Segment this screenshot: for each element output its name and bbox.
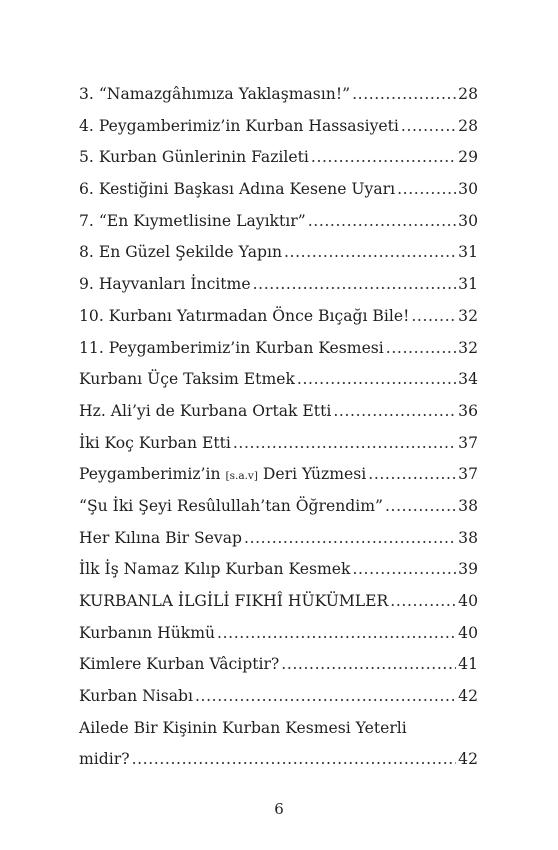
- toc-title: [79, 459, 366, 493]
- toc-title: Kimlere Kurban Vâciptir?: [79, 655, 280, 674]
- toc-page: 37: [458, 433, 478, 452]
- toc-page: 36: [458, 401, 478, 420]
- toc-title: 5. Kurban Günlerinin Fazileti: [79, 148, 309, 167]
- dot-leader: [297, 364, 456, 396]
- toc-entry: [79, 459, 478, 491]
- toc-title: Kurbanı Üçe Taksim Etmek: [79, 370, 295, 389]
- toc-title: “Şu İki Şeyi Resûlullah’tan Öğrendim”: [79, 496, 383, 515]
- toc-entry: [79, 396, 478, 428]
- dot-leader: [233, 428, 456, 460]
- toc-entry: [79, 428, 478, 460]
- toc-entry: [79, 744, 478, 776]
- dot-leader: [390, 586, 456, 618]
- toc-page: 31: [458, 275, 478, 294]
- dot-leader: [132, 744, 457, 776]
- toc-page: 30: [458, 180, 478, 199]
- toc-entry: [79, 206, 478, 238]
- toc-entry: [79, 681, 478, 713]
- table-of-contents: [79, 79, 478, 776]
- toc-title: 9. Hayvanları İncitme: [79, 275, 251, 294]
- toc-title: midir?: [79, 750, 130, 769]
- toc-page: 40: [458, 592, 478, 610]
- toc-entry: [79, 111, 478, 143]
- toc-title-part: Deri Yüzmesi: [262, 465, 367, 484]
- toc-title: 3. “Namazgâhımıza Yaklaşmasın!”: [79, 85, 351, 103]
- toc-page: 38: [458, 528, 478, 547]
- toc-title: Kurban Nisabı: [79, 687, 193, 706]
- toc-entry: [79, 586, 478, 618]
- dot-leader: [352, 79, 456, 111]
- toc-page: 42: [458, 750, 478, 769]
- dot-leader: [352, 554, 456, 586]
- toc-page: 28: [458, 116, 478, 135]
- toc-title: 10. Kurbanı Yatırmadan Önce Bıçağı Bile!: [79, 306, 410, 325]
- toc-title: 11. Peygamberimiz’in Kurban Kesmesi: [79, 338, 384, 357]
- dot-leader: [308, 206, 456, 238]
- toc-title: Ailede Bir Kişinin Kurban Kesmesi Yeterli: [79, 718, 407, 737]
- toc-page: 30: [458, 211, 478, 230]
- dot-leader: [253, 269, 457, 301]
- toc-entry: [79, 333, 478, 365]
- toc-title: Her Kılına Bir Sevap: [79, 528, 243, 547]
- toc-page: 42: [458, 687, 478, 706]
- toc-entry: [79, 523, 478, 555]
- dot-leader: [385, 491, 456, 523]
- honorific-abbrev: [s.a.v]: [225, 470, 258, 483]
- dot-leader: [368, 459, 456, 491]
- toc-entry: [79, 174, 478, 206]
- dot-leader: [311, 142, 456, 174]
- toc-entry: [79, 618, 478, 650]
- toc-entry: [79, 491, 478, 523]
- dot-leader: [217, 618, 456, 650]
- toc-title: 4. Peygamberimiz’in Kurban Hassasiyeti: [79, 116, 399, 135]
- toc-entry: [79, 237, 478, 269]
- dot-leader: [284, 237, 456, 269]
- toc-page: 32: [458, 306, 478, 325]
- toc-page: 38: [458, 496, 478, 515]
- dot-leader: [401, 111, 456, 143]
- toc-entry: [79, 649, 478, 681]
- toc-page: 40: [458, 623, 478, 642]
- dot-leader: [333, 396, 456, 428]
- toc-page: 34: [458, 370, 478, 389]
- toc-page: 28: [458, 85, 478, 103]
- toc-page: 37: [458, 465, 478, 484]
- toc-title-part: Peygamberimiz’in: [79, 465, 221, 484]
- page-number: 6: [274, 800, 284, 818]
- toc-page: 31: [458, 243, 478, 262]
- dot-leader: [386, 333, 456, 365]
- dot-leader: [281, 649, 456, 681]
- toc-entry-line1: [79, 713, 478, 745]
- dot-leader: [397, 174, 456, 206]
- dot-leader: [411, 301, 456, 333]
- toc-title: KURBANLA İLGİLİ FIKHÎ HÜKÜMLER: [79, 592, 389, 610]
- toc-title: 6. Kestiğini Başkası Adına Kesene Uyarı: [79, 180, 396, 199]
- toc-page: 39: [458, 560, 478, 579]
- toc-title: İlk İş Namaz Kılıp Kurban Kesmek: [79, 560, 351, 579]
- toc-title: 7. “En Kıymetlisine Layıktır”: [79, 211, 306, 230]
- toc-entry: [79, 301, 478, 333]
- toc-title: Hz. Ali’yi de Kurbana Ortak Etti: [79, 401, 332, 420]
- toc-page: 41: [458, 655, 478, 674]
- dot-leader: [244, 523, 456, 555]
- toc-entry: [79, 269, 478, 301]
- toc-title: Kurbanın Hükmü: [79, 623, 216, 642]
- toc-entry: [79, 554, 478, 586]
- toc-page: 32: [458, 338, 478, 357]
- toc-page: 29: [458, 148, 478, 167]
- toc-entry: [79, 79, 478, 111]
- toc-entry: [79, 142, 478, 174]
- dot-leader: [195, 681, 456, 713]
- toc-title: İki Koç Kurban Etti: [79, 433, 231, 452]
- toc-entry: [79, 364, 478, 396]
- toc-title: 8. En Güzel Şekilde Yapın: [79, 243, 282, 262]
